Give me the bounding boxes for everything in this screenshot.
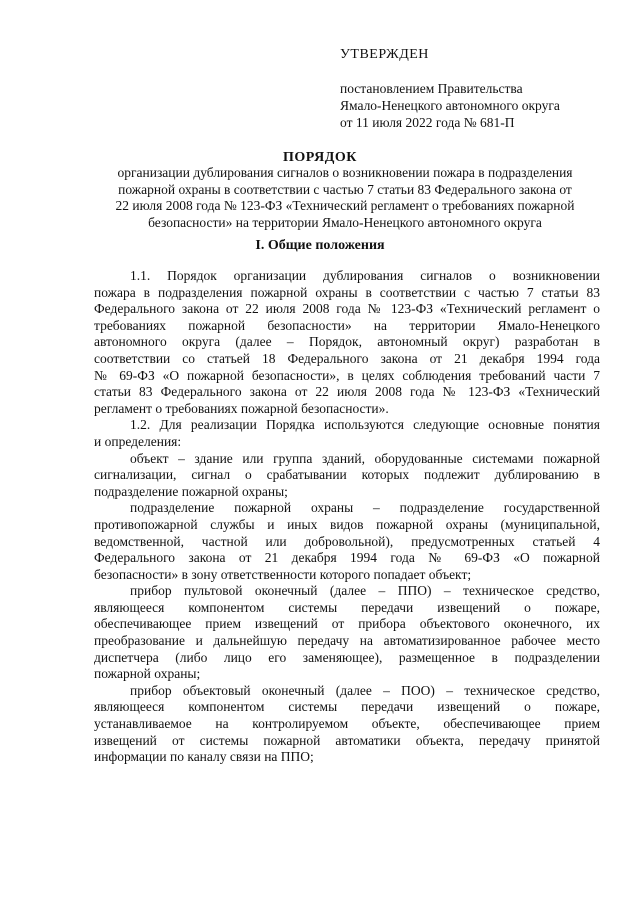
document-subtitle (92, 165, 598, 231)
body-line: информации по каналу связи на ППО; (94, 749, 314, 765)
body-line: 1.1. Порядок организации дублирования сигналов о возникновении (130, 268, 600, 283)
body-line: диспетчера (либо лицо его заменяющее), размещенное в подразделении (94, 649, 600, 665)
subtitle-line: 22 июля 2008 года № 123-ФЗ «Технический регламент о требованиях пожарной (115, 198, 575, 213)
body-line: прибор пультовой оконечный (далее – ППО) – техническое средство, (130, 583, 600, 599)
body-line: пожарной охраны; (94, 666, 201, 682)
body-line: 1.2. Для реализации Порядка используются следующие основные понятия (130, 417, 600, 433)
body-line: преобразование и дальнейшую передачу на автоматизированное рабочее место (94, 633, 600, 649)
body-line: ведомственной, частной или добровольной), предусмотренных статьей 4 (94, 533, 600, 549)
body-line: объект – здание или группа зданий, оборудованные системами пожарной (130, 450, 600, 466)
body-line: устанавливаемое на контролируемом объекте, обеспечивающее прием (94, 716, 600, 732)
body-line: № 69-ФЗ «О пожарной безопасности», в целях соблюдения требований части 7 (94, 367, 600, 383)
body-line: Федерального закона от 21 декабря 1994 года № 69-ФЗ «О пожарной (94, 550, 600, 566)
subtitle-line: безопасности» на территории Ямало-Ненецкого автономного округа (148, 214, 542, 230)
body-line: подразделение пожарной охраны – подразделение государственной (130, 500, 600, 516)
section-heading: I. Общие положения (255, 238, 385, 253)
body-line: автономного округа (далее – Порядок, автономный округ) разработан в (94, 334, 600, 350)
body-line: являющееся компонентом системы передачи извещений о пожаре, (94, 599, 600, 615)
document-body (94, 268, 600, 766)
body-line: сигнализации, сигнал о срабатывании которых подлежит дублированию в (94, 467, 600, 483)
subtitle-line: пожарной охраны в соответствии с частью 7 статьи 83 Федерального закона от (118, 181, 572, 197)
approval-line: Ямало-Ненецкого автономного округа (340, 98, 560, 113)
approval-line: от 11 июля 2022 года № 681-П (340, 115, 515, 130)
body-line: статьи 83 Федерального закона от 22 июля 2008 года № 123-ФЗ «Технический (94, 384, 600, 400)
approval-line: постановлением Правительства (340, 81, 523, 96)
body-line: подразделение пожарной охраны; (94, 483, 288, 499)
body-line: извещений от системы пожарной автоматики объекта, передачу принятой (94, 732, 600, 748)
body-line: требованиях пожарной безопасности» на территории Ямало-Ненецкого (94, 317, 600, 333)
body-line: противопожарной службы и иных видов пожарной охраны (муниципальной, (94, 516, 600, 532)
body-line: и определения: (94, 433, 182, 449)
body-line: регламент о требованиях пожарной безопасности». (94, 400, 389, 416)
document-title: ПОРЯДОК (283, 150, 357, 165)
body-line: являющееся компонентом системы передачи извещений о пожаре, (94, 699, 600, 715)
body-line: Федерального закона от 22 июля 2008 года № 123-ФЗ «Технический регламент о (94, 301, 600, 317)
body-line: пожара в подразделения пожарной охраны в соответствии с частью 7 статьи 83 (94, 284, 600, 300)
approval-heading: УТВЕРЖДЕН (340, 47, 429, 62)
body-line: прибор объектовый оконечный (далее – ПОО) – техническое средство, (130, 682, 600, 698)
body-line: обеспечивающее прием извещений от прибора объектового оконечного, их (94, 616, 600, 632)
body-line: безопасности» в зону ответственности которого попадает объект; (94, 566, 472, 582)
approval-stamp (340, 46, 620, 131)
body-line: соответствии со статьей 18 Федерального закона от 21 декабря 1994 года (94, 350, 600, 366)
subtitle-line: организации дублирования сигналов о возникновении пожара в подразделения (117, 165, 573, 180)
